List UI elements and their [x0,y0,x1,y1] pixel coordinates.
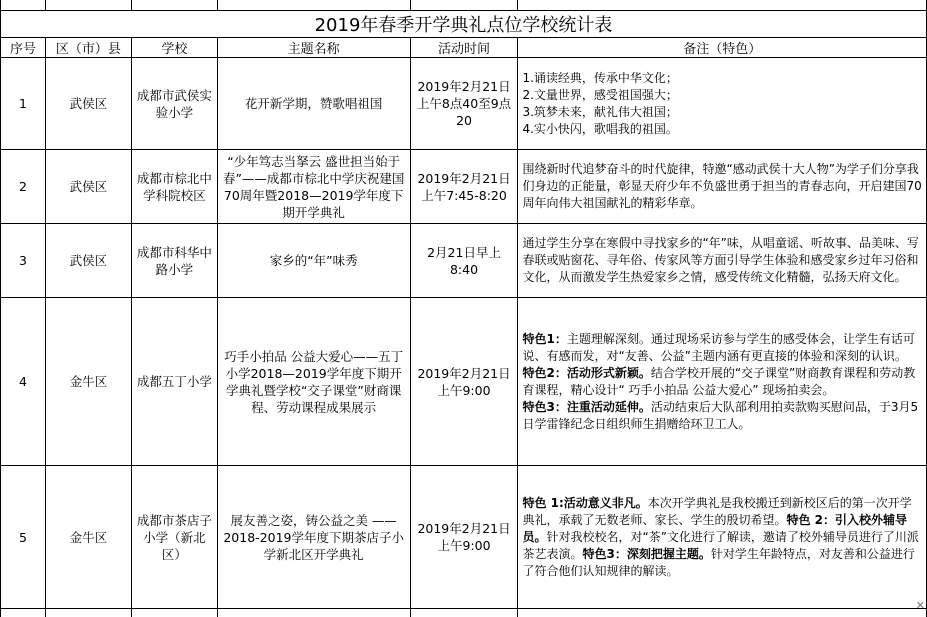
row-theme: 巧手小拍品 公益大爱心——五丁小学2018—2019学年度下期开学典礼暨学校“交子课堂”财商课程、劳动课程成果展示 [217,298,410,466]
feature-paragraph [522,399,922,433]
row-notes [518,466,927,609]
row-theme: 展友善之姿，铸公益之美 ——2018-2019学年度下期茶店子小学新北区开学典礼 [217,466,410,609]
header-row [1,38,927,58]
row-no: 2 [1,150,46,224]
row-district: 武侯区 [45,224,131,298]
header-notes: 备注（特色） [518,38,927,58]
title-row [1,11,927,38]
note-line: 2.文量世界，感受祖国强大； [522,87,922,104]
feature-strong: 活动形式新颖。 [567,366,651,380]
feature-text: 结合学校开展的“交子课堂”财商教育课程和劳动教育课程，精心设计“ 巧手小拍品 公益大爱心” 现场拍卖会。 [522,366,915,397]
row-notes [518,298,927,466]
header-time: 活动时间 [410,38,518,58]
feature-label: 特色1： [522,332,566,346]
feature-strong: 注重活动延伸。 [567,400,651,414]
row-school: 成都五丁小学 [131,298,217,466]
row-time: 2019年2月21日上午7:45-8:20 [410,150,518,224]
note-line: 1.诵读经典，传承中华文化； [522,70,922,87]
header-no: 序号 [1,38,46,58]
feature-strong: 特色3：深刻把握主题。 [582,547,710,561]
row-time: 2019年2月21日上午9:00 [410,466,518,609]
row-school: 成都市棕北中学科院校区 [131,150,217,224]
feature-text: 针对学生年龄特点，对友善和公益进行了符合他们认知规律的解读。 [522,547,914,578]
resize-grip-icon: ✕ [916,599,925,612]
row-notes: 围绕新时代追梦奋斗的时代旋律，特邀“感动武侯十大人物”为学子们分享我们身边的正能量，彰显天府少年不负盛世勇于担当的青春志向，开启建国70周年向伟大祖国献礼的精彩华章。 [518,150,927,224]
table-title: 2019年春季开学典礼点位学校统计表 [1,11,927,38]
row-school: 成都市茶店子小学（新北区） [131,466,217,609]
row-school: 成都市科华中路小学 [131,224,217,298]
row-no: 5 [1,466,46,609]
top-strip-row [1,0,927,11]
note-line: 4.实小快闪，歌唱我的祖国。 [522,121,922,138]
feature-label: 特色2： [522,366,566,380]
row-no: 3 [1,224,46,298]
row-notes [518,58,927,150]
row-district: 金牛区 [45,298,131,466]
feature-text: 活动结束后大队部利用拍卖款购买慰问品，于3月5日学雷锋纪念日组织师生捐赠给环卫工人。 [522,400,918,431]
row-no: 4 [1,298,46,466]
row-district: 武侯区 [45,150,131,224]
feature-paragraph [522,365,922,399]
row-theme: “少年笃志当拏云 盛世担当始于春”——成都市棕北中学庆祝建国70周年暨2018—2019学年度下期开学典礼 [217,150,410,224]
note-line: 3.筑梦未来，献礼伟大祖国； [522,104,922,121]
feature-text: 本次开学典礼是我校搬迁到新校区后的第一次开学典礼，承载了无数老师、家长、学生的殷切希望。 [522,496,911,527]
header-theme: 主题名称 [217,38,410,58]
feature-paragraph [522,495,922,580]
row-district: 武侯区 [45,58,131,150]
table-row [1,150,927,224]
row-time: 2月21日早上8:40 [410,224,518,298]
row-theme: 花开新学期，赞歌唱祖国 [217,58,410,150]
row-time: 2019年2月21日上午9:00 [410,298,518,466]
feature-text: 主题理解深刻。通过现场采访参与学生的感受体会，让学生有话可说、有感而发，对“友善、公益”主题内涵有更直接的体验和深刻的认识。 [522,332,914,363]
row-time: 2019年2月21日上午8点40至9点20 [410,58,518,150]
feature-text: 针对我校校名，对“茶”文化进行了解读，邀请了校外辅导员进行了川派茶艺表演。 [522,530,918,561]
row-theme: 家乡的“年”味秀 [217,224,410,298]
feature-strong: 特色 2：引入校外辅导员。 [522,513,907,544]
row-notes: 通过学生分享在寒假中寻找家乡的“年”味，从唱童谣、听故事、品美味、写春联或贴窗花、寻年俗、传家风等方面引导学生体验和感受家乡过年习俗和文化，从而激发学生热爱家乡之情，感受传统文化精髓，弘扬天府文化。 [518,224,927,298]
table-row [1,224,927,298]
row-school: 成都市武侯实验小学 [131,58,217,150]
row-no: 1 [1,58,46,150]
header-district: 区（市）县 [45,38,131,58]
table-row [1,298,927,466]
table-row [1,58,927,150]
table-row [1,466,927,609]
header-school: 学校 [131,38,217,58]
feature-paragraph [522,331,922,365]
feature-label: 特色3： [522,400,566,414]
feature-strong: 特色 1:活动意义非凡。 [522,496,647,510]
row-district: 金牛区 [45,466,131,609]
